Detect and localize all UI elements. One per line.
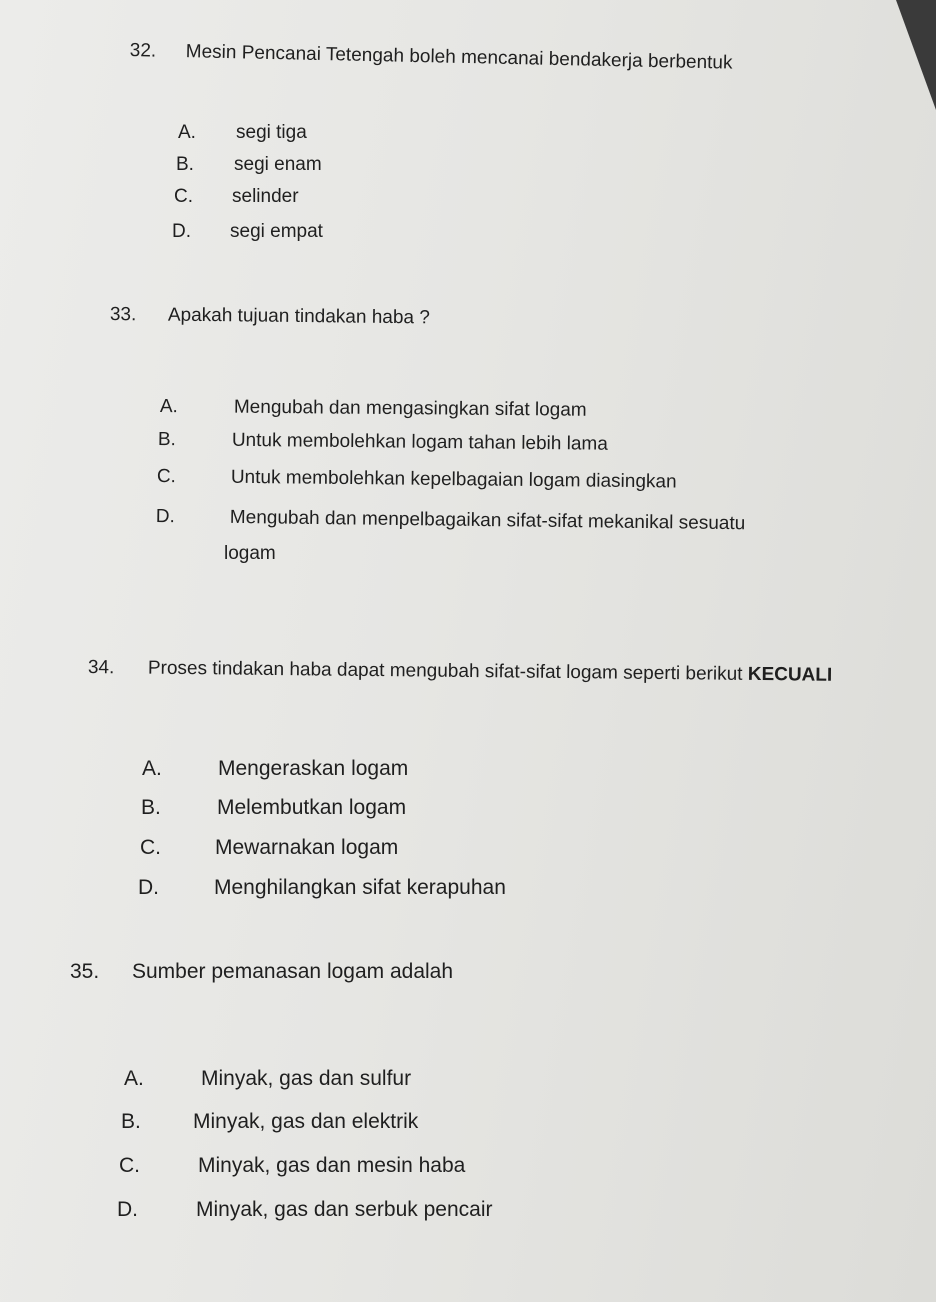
option-letter: C. xyxy=(119,1154,140,1177)
option-letter: A. xyxy=(159,396,178,418)
question-text: Sumber pemanasan logam adalah xyxy=(132,960,454,983)
option-letter: D. xyxy=(172,221,191,242)
option-letter: A. xyxy=(124,1067,144,1090)
question-text: Apakah tujuan tindakan haba ? xyxy=(167,304,430,329)
option-32-c xyxy=(174,186,299,208)
option-text: Mengubah dan menpelbagaikan sifat-sifat mekanikal sesuatu xyxy=(229,506,746,535)
option-text: segi empat xyxy=(230,221,323,242)
option-letter: D. xyxy=(117,1198,138,1221)
question-emphasis: KECUALI xyxy=(747,663,833,686)
question-32 xyxy=(130,40,733,75)
option-letter: C. xyxy=(156,466,176,488)
option-text: Menghilangkan sifat kerapuhan xyxy=(214,876,506,899)
option-letter: D. xyxy=(155,506,175,528)
option-text: Untuk membolehkan kepelbagaian logam diasingkan xyxy=(230,466,677,493)
option-text: Mengeraskan logam xyxy=(218,757,409,780)
option-text: segi tiga xyxy=(236,122,307,143)
option-text: Minyak, gas dan elektrik xyxy=(193,1110,419,1133)
question-number: 32. xyxy=(129,40,157,62)
option-letter: C. xyxy=(174,186,193,207)
option-33-c xyxy=(157,466,677,493)
option-32-a xyxy=(178,122,307,144)
option-35-a xyxy=(124,1067,411,1091)
option-34-c xyxy=(140,836,398,860)
option-text: segi enam xyxy=(234,154,322,175)
option-letter: A. xyxy=(178,122,196,143)
option-text: Melembutkan logam xyxy=(217,796,407,819)
option-32-d xyxy=(172,221,323,243)
question-number: 34. xyxy=(87,657,115,679)
option-35-c xyxy=(119,1154,465,1178)
option-letter: B. xyxy=(176,154,194,175)
option-35-b xyxy=(121,1110,418,1134)
option-33-d xyxy=(156,506,746,535)
option-letter: D. xyxy=(138,876,159,899)
option-35-d xyxy=(117,1198,493,1222)
question-number: 33. xyxy=(109,304,137,326)
option-34-b xyxy=(141,796,406,820)
option-text: selinder xyxy=(232,186,299,207)
option-letter: B. xyxy=(141,796,161,819)
question-text: Proses tindakan haba dapat mengubah sifat-sifat logam seperti berikut xyxy=(147,657,743,685)
question-number: 35. xyxy=(70,960,100,983)
question-34 xyxy=(88,657,833,687)
option-letter: B. xyxy=(121,1110,141,1133)
option-text: Mengubah dan mengasingkan sifat logam xyxy=(233,396,587,421)
option-letter: A. xyxy=(142,757,162,780)
option-text: Minyak, gas dan sulfur xyxy=(201,1067,412,1090)
option-text: Untuk membolehkan logam tahan lebih lama xyxy=(231,429,608,455)
question-33 xyxy=(110,304,430,329)
option-text: Mewarnakan logam xyxy=(215,836,399,859)
option-32-b xyxy=(176,154,322,176)
option-34-a xyxy=(142,757,408,781)
option-letter: C. xyxy=(140,836,161,859)
page-corner-shadow xyxy=(896,0,936,110)
option-text: Minyak, gas dan serbuk pencair xyxy=(196,1198,493,1221)
option-letter: B. xyxy=(157,429,176,451)
option-33-a xyxy=(160,396,587,422)
option-33-d-continuation: logam xyxy=(224,543,276,564)
question-text: Mesin Pencanai Tetengah boleh mencanai bendakerja berbentuk xyxy=(185,41,733,74)
option-34-d xyxy=(138,876,506,900)
option-text: Minyak, gas dan mesin haba xyxy=(198,1154,466,1177)
question-35 xyxy=(70,960,453,984)
option-33-b xyxy=(158,429,608,456)
